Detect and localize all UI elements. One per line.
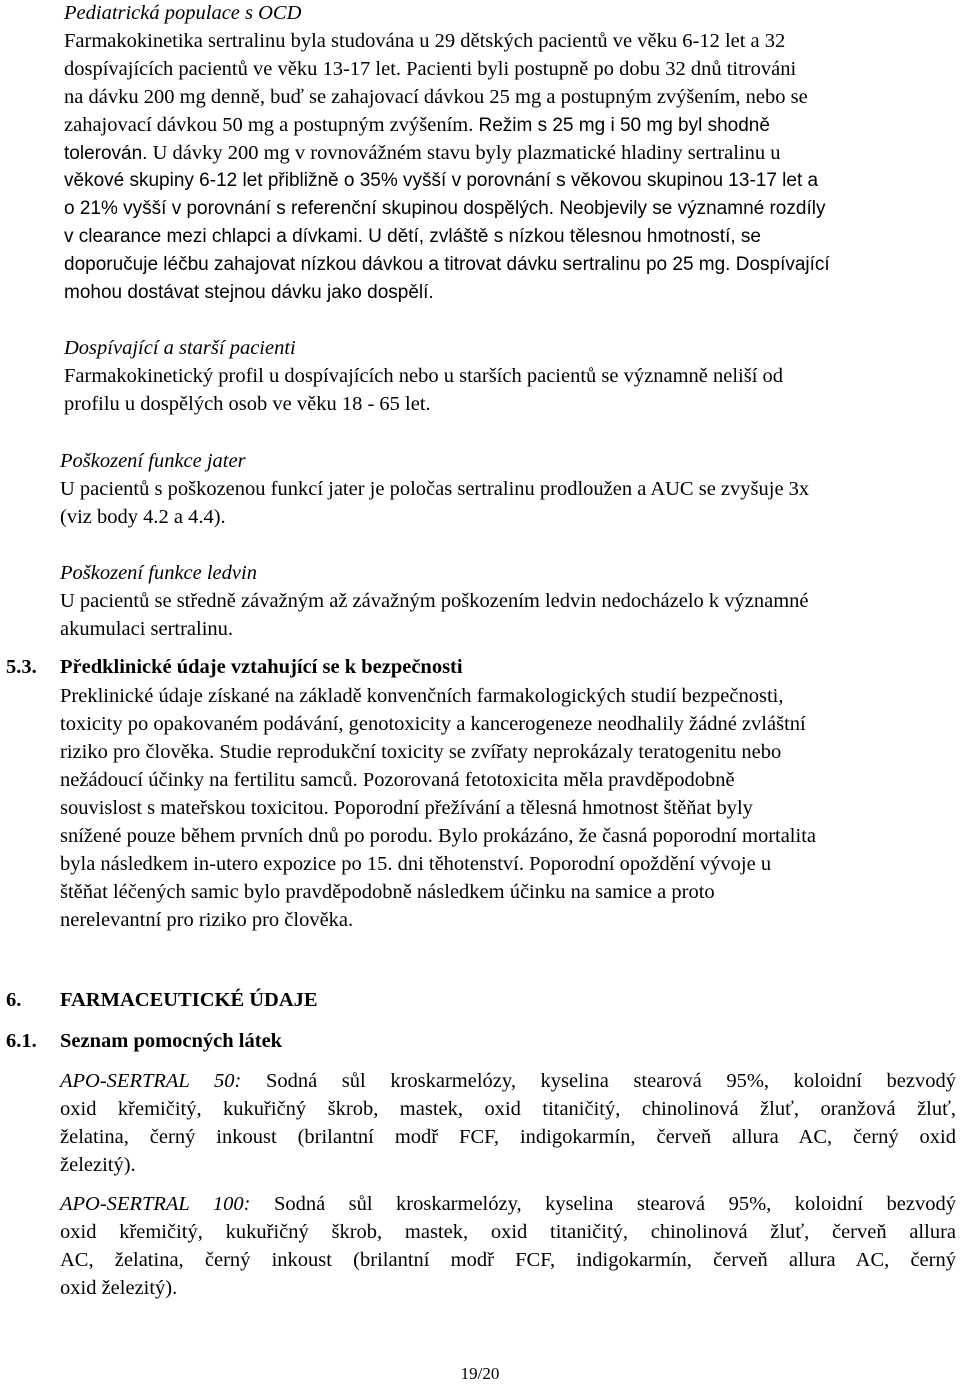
section-5-3-line: riziko pro člověka. Studie reprodukční toxicity se zvířaty neprokázaly teratogenitu nebo (60, 741, 782, 763)
section-5-3-line: toxicity po opakovaném podávání, genotoxicity a kancerogeneze neodhalily žádné zvláštní (60, 713, 806, 735)
apo100-line-3: AC, želatina, černý inkoust (brilantní modř FCF, indigokarmín, červeň allura AC, černý (60, 1249, 956, 1271)
apo100-line-1-text: Sodná sůl kroskarmelózy, kyselina stearová 95%, koloidní bezvodý (273, 1193, 956, 1215)
apo100-line-4: oxid železitý). (60, 1277, 178, 1299)
section-6-1-title: Seznam pomocných látek (60, 1030, 283, 1052)
apo100-label: APO-SERTRAL 100: (60, 1193, 251, 1215)
apo50-label: APO-SERTRAL 50: (60, 1070, 242, 1092)
pediatric-line-5-text: U dávky 200 mg v rovnovážném stavu byly plazmatické hladiny sertralinu u (147, 142, 781, 164)
apo100-line-1 (60, 1192, 956, 1216)
pediatric-heading: Pediatrická populace s OCD (64, 2, 302, 24)
kidney-heading: Poškození funkce ledvin (60, 562, 257, 584)
pediatric-line-7: o 21% vyšší v porovnání s referenční skupinou dospělých. Neobjevily se významné rozdíly (64, 198, 826, 219)
section-6-title: FARMACEUTICKÉ ÚDAJE (60, 989, 318, 1011)
section-5-3-line: nerelevantní pro riziko pro člověka. (60, 909, 354, 931)
section-5-3-line: štěňat léčených samic bylo pravděpodobně následkem účinku na samice a proto (60, 881, 715, 903)
apo50-line-3: želatina, černý inkoust (brilantní modř FCF, indigokarmín, červeň allura AC, černý oxid (60, 1126, 956, 1148)
liver-heading: Poškození funkce jater (60, 450, 246, 472)
pediatric-regime-sentence-end: tolerován. (64, 143, 148, 164)
pediatric-line-9: doporučuje léčbu zahajovat nízkou dávkou a titrovat dávku sertralinu po 25 mg. Dospívající (64, 254, 830, 275)
section-5-3-line: Preklinické údaje získané na základě konvenčních farmakologických studií bezpečnosti, (60, 685, 784, 707)
pediatric-line-4-text: zahajovací dávkou 50 mg a postupným zvýšením. (64, 114, 479, 136)
pediatric-line-10: mohou dostávat stejnou dávku jako dospělí. (64, 282, 434, 303)
pediatric-line-3: na dávku 200 mg denně, buď se zahajovací dávkou 25 mg a postupným zvýšením, nebo se (64, 86, 808, 108)
section-5-3-line: nežádoucí účinky na fertilitu samců. Pozorovaná fetotoxicita měla pravděpodobně (60, 769, 735, 791)
section-5-3-number: 5.3. (6, 656, 37, 678)
adolescents-heading: Dospívající a starší pacienti (64, 337, 296, 359)
section-5-3-title: Předklinické údaje vztahující se k bezpečnosti (60, 656, 463, 678)
section-6-number: 6. (6, 989, 22, 1011)
adolescents-line-1: Farmakokinetický profil u dospívajících nebo u starších pacientů se významně neliší od (64, 365, 784, 387)
kidney-line-1: U pacientů se středně závažným až závažným poškozením ledvin nedocházelo k významné (60, 590, 809, 612)
apo50-line-1 (60, 1069, 956, 1093)
pediatric-line-1: Farmakokinetika sertralinu byla studována u 29 dětských pacientů ve věku 6-12 let a 32 (64, 30, 786, 52)
pediatric-line-8: v clearance mezi chlapci a dívkami. U dětí, zvláště s nízkou tělesnou hmotností, se (64, 226, 761, 247)
section-6-1-number: 6.1. (6, 1030, 37, 1052)
section-5-3-line: byla následkem in-utero expozice po 15. dni těhotenství. Poporodní opoždění vývoje u (60, 853, 772, 875)
apo50-line-4: železitý). (60, 1154, 136, 1176)
section-5-3-line: souvislost s mateřskou toxicitou. Poporodní přežívání a tělesná hmotnost štěňat byly (60, 797, 753, 819)
pediatric-line-6: věkové skupiny 6-12 let přibližně o 35% vyšší v porovnání s věkovou skupinou 13-17 let a (64, 170, 819, 191)
page-number: 19/20 (460, 1364, 500, 1383)
apo50-line-1-text: Sodná sůl kroskarmelózy, kyselina stearová 95%, koloidní bezvodý (265, 1070, 956, 1092)
pediatric-regime-sentence: Režim s 25 mg i 50 mg byl shodně (478, 115, 770, 136)
section-5-3-line: snížené pouze během prvních dnů po porodu. Bylo prokázáno, že časná poporodní mortalita (60, 825, 816, 847)
apo100-line-2: oxid křemičitý, kukuřičný škrob, mastek, oxid titaničitý, chinolinová žluť, červeň allura (60, 1221, 956, 1243)
liver-line-1: U pacientů s poškozenou funkcí jater je poločas sertralinu prodloužen a AUC se zvyšuje 3x (60, 478, 810, 500)
adolescents-line-2: profilu u dospělých osob ve věku 18 - 65 let. (64, 393, 431, 415)
liver-line-2: (viz body 4.2 a 4.4). (60, 506, 226, 528)
pediatric-line-5 (64, 141, 781, 166)
apo50-line-2: oxid křemičitý, kukuřičný škrob, mastek, oxid titaničitý, chinolinová žluť, oranžová žluť, (60, 1098, 956, 1120)
pediatric-line-2: dospívajících pacientů ve věku 13-17 let. Pacienti byli postupně po dobu 32 dnů titrováni (64, 58, 797, 80)
pediatric-line-4 (64, 113, 770, 138)
kidney-line-2: akumulaci sertralinu. (60, 618, 234, 640)
